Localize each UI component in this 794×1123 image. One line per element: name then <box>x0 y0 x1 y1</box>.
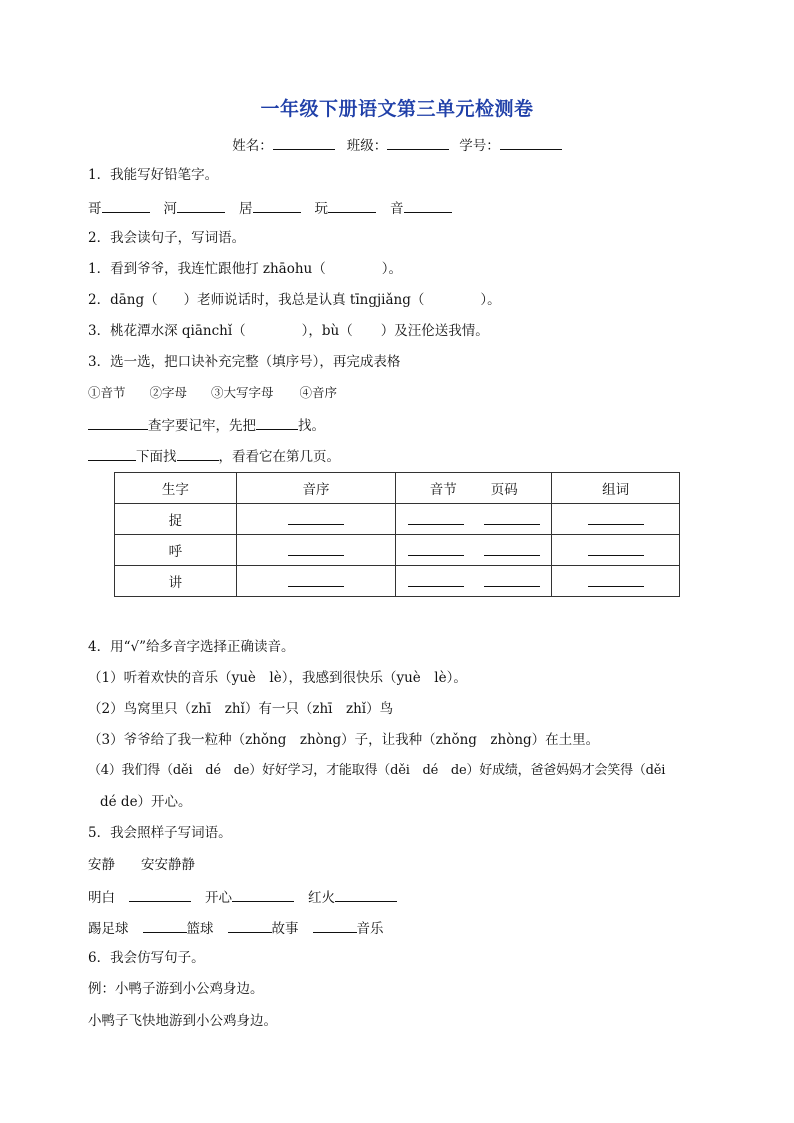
q2-sentence-1 <box>88 260 402 278</box>
q2-s1-text: 1．看到爷爷，我连忙跟他打 zhāohu（ <box>88 261 326 277</box>
index-letter-cell[interactable] <box>236 504 396 535</box>
q2-s2-text: 2．dāng（ <box>88 292 158 308</box>
q3-blank[interactable] <box>177 446 219 461</box>
q5-word: 开心 <box>205 890 232 906</box>
q3-option: ③大写字母 <box>211 385 274 400</box>
q1-char: 玩 <box>314 201 328 217</box>
q1-blank[interactable] <box>328 198 376 213</box>
index-letter-cell[interactable] <box>236 566 396 597</box>
header-index-letter: 音序 <box>236 473 396 504</box>
q2-s1-end: ）。 <box>381 261 403 277</box>
q1-blank[interactable] <box>253 198 301 213</box>
char-lookup-table <box>114 472 680 597</box>
q1-char: 居 <box>239 201 253 217</box>
q3-option: ②字母 <box>149 385 188 400</box>
q5-word: 红火 <box>308 890 335 906</box>
number-field[interactable] <box>500 135 562 150</box>
q5-blank[interactable] <box>129 887 191 902</box>
q1-char: 河 <box>163 201 177 217</box>
header-word: 组词 <box>552 473 680 504</box>
q3-line1-text: 查字要记牢，先把 <box>148 418 256 434</box>
table-row <box>115 535 680 566</box>
q5-example-word: 安静 <box>88 857 115 873</box>
q2-s2-mid: ）老师说话时，我总是认真 tīngjiǎng（ <box>183 292 425 308</box>
q4-item-4: （4）我们得（děi dé de）好好学习，才能取得（děi dé de）好成绩，爸爸妈妈才会笑得（děi <box>88 763 666 778</box>
syllable-page-cell[interactable] <box>396 535 552 566</box>
q5-phrases-row <box>88 918 384 938</box>
q6-sample: 小鸭子飞快地游到小公鸡身边。 <box>88 1013 277 1029</box>
q1-char-row <box>88 198 452 218</box>
table-char: 捉 <box>115 504 237 535</box>
q3-blank[interactable] <box>256 415 298 430</box>
q6-heading: 6．我会仿写句子。 <box>88 950 205 966</box>
q2-s3-text: 3．桃花潭水深 qiānchǐ（ <box>88 323 246 339</box>
q5-words-row <box>88 887 397 907</box>
word-cell[interactable] <box>552 566 680 597</box>
q1-char: 音 <box>390 201 404 217</box>
table-row <box>115 566 680 597</box>
student-info-line <box>0 134 794 154</box>
table-char: 讲 <box>115 566 237 597</box>
header-char: 生字 <box>115 473 237 504</box>
table-header-row <box>115 473 680 504</box>
class-label: 班级： <box>346 138 388 154</box>
q1-blank[interactable] <box>102 198 150 213</box>
q3-line2-text: 下面找 <box>136 449 177 465</box>
q3-rhyme-line-2 <box>88 446 340 466</box>
q5-example-answer: 安安静静 <box>141 857 195 873</box>
word-cell[interactable] <box>552 504 680 535</box>
name-label: 姓名： <box>232 138 273 154</box>
name-field[interactable] <box>273 135 335 150</box>
q3-blank[interactable] <box>88 415 148 430</box>
q2-sentence-3 <box>88 322 489 340</box>
q3-option: ④音序 <box>299 385 338 400</box>
word-cell[interactable] <box>552 535 680 566</box>
table-row <box>115 504 680 535</box>
q3-options <box>88 384 337 402</box>
q4-item-2: （2）鸟窝里只（zhī zhǐ）有一只（zhī zhǐ）鸟 <box>88 701 394 717</box>
syllable-page-cell[interactable] <box>396 566 552 597</box>
q3-option: ①音节 <box>88 385 126 400</box>
q2-sentence-2 <box>88 291 501 309</box>
q5-blank[interactable] <box>335 887 397 902</box>
q1-char: 哥 <box>88 201 102 217</box>
q3-rhyme-line-1 <box>88 415 325 435</box>
q5-phrase: 故事 <box>271 921 299 937</box>
q2-s3-mid: ），bù（ <box>301 323 353 339</box>
page-title: 一年级下册语文第三单元检测卷 <box>260 98 534 120</box>
q1-blank[interactable] <box>404 198 452 213</box>
q5-blank[interactable] <box>313 918 357 933</box>
q3-line1-end: 找。 <box>298 418 325 434</box>
q3-heading: 3．选一选，把口诀补充完整（填序号），再完成表格 <box>88 354 401 370</box>
q5-heading: 5．我会照样子写词语。 <box>88 825 232 841</box>
q3-blank[interactable] <box>88 446 136 461</box>
q5-blank[interactable] <box>143 918 187 933</box>
q4-item-4-cont: dé de）开心。 <box>100 794 192 810</box>
index-letter-cell[interactable] <box>236 535 396 566</box>
number-label: 学号： <box>459 138 500 154</box>
q5-blank[interactable] <box>228 918 272 933</box>
header-syllable: 音节 <box>429 482 457 498</box>
q6-example: 例：小鸭子游到小公鸡身边。 <box>88 981 264 997</box>
q5-blank[interactable] <box>232 887 294 902</box>
header-syllable-page <box>396 473 552 504</box>
table-char: 呼 <box>115 535 237 566</box>
header-page: 页码 <box>490 482 518 498</box>
q2-s2-end: ）。 <box>480 292 501 308</box>
class-field[interactable] <box>387 135 449 150</box>
q3-line2-end: ，看看它在第几页。 <box>218 449 340 465</box>
q4-heading: 4．用“√”给多音字选择正确读音。 <box>88 639 295 655</box>
q5-phrase: 踢足球 <box>88 921 129 937</box>
q5-example <box>88 856 195 874</box>
q1-heading: 1．我能写好铅笔字。 <box>88 167 219 183</box>
syllable-page-cell[interactable] <box>396 504 552 535</box>
q5-phrase: 音乐 <box>356 921 384 937</box>
q4-item-1: （1）听着欢快的音乐（yuè lè），我感到很快乐（yuè lè）。 <box>88 670 467 686</box>
q2-s3-end: ）及汪伦送我情。 <box>380 323 489 339</box>
q4-item-3: （3）爷爷给了我一粒种（zhǒng zhòng）子，让我种（zhǒng zhòng）在土里。 <box>88 732 600 748</box>
q1-blank[interactable] <box>177 198 225 213</box>
q5-phrase: 篮球 <box>186 921 214 937</box>
q2-heading: 2．我会读句子，写词语。 <box>88 230 246 246</box>
q5-word: 明白 <box>88 890 115 906</box>
